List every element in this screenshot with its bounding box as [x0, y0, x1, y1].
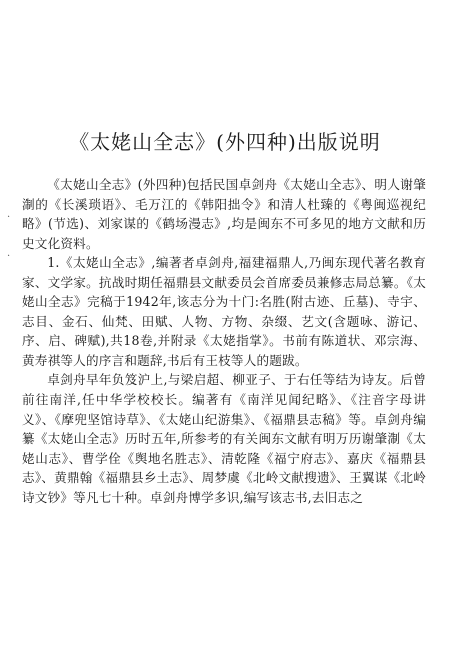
paragraph-intro: 《太姥山全志》(外四种)包括民国卓剑舟《太姥山全志》、明人谢肇淛的《长溪琐语》、毛万江的《韩阳拙令》和清人杜臻的《粤闽巡视纪略》(节选)、刘家谋的《鹤场漫志》,均是闽东不可多见的地方文献和历史文化资料。	[22, 177, 426, 251]
margin-mark: ·	[7, 212, 11, 223]
margin-mark: ·	[7, 251, 11, 262]
paragraph-author-bio: 卓剑舟早年负笈沪上,与梁启超、柳亚子、于右任等结为诗友。后曾前往南洋,任中华学校校长。编著有《南洋见闻纪略》、《注音字母讲义》、《摩兜坚馆诗草》、《太姥山纪游集》、《福鼎县志稿》等。卓剑舟编纂《太姥山全志》历时五年,所参考的有关闽东文献有明万历谢肇淛《太姥山志》、曹学佺《舆地名胜志》、清乾隆《福宁府志》、嘉庆《福鼎县志》、黄鼎翰《福鼎县乡土志》、周梦虞《北岭文献搜遗》、王翼谋《北岭诗文钞》等凡七十种。卓剑舟博学多识,编写该志书,去旧志之	[22, 372, 426, 505]
page-title: 《太姥山全志》(外四种)出版说明	[69, 130, 381, 154]
paragraph-item-1: 1.《太姥山全志》,编著者卓剑舟,福建福鼎人,乃闽东现代著名教育家、文学家。抗战时期任福鼎县文献委员会首席委员兼修志局总纂。《太姥山全志》完稿于1942年,该志分为十门:名胜(附古迹、丘墓)、寺宇、志目、金石、仙梵、田赋、人物、方物、杂缀、艺文(含题咏、游记、序、启、碑赋),共18卷,并附录《太姥指掌》。书前有陈道状、邓宗海、黄寿祺等人的序言和题辞,书后有王枝等人的题跋。	[22, 255, 426, 368]
body-text	[22, 175, 426, 507]
